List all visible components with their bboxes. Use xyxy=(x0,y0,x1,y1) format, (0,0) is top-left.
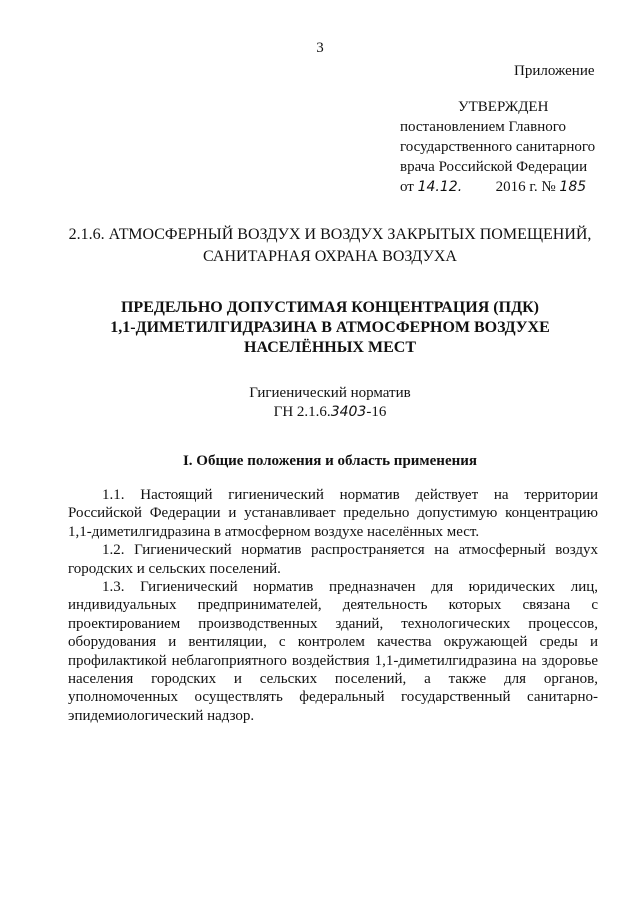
norm-code-handwritten: 3403 xyxy=(330,404,367,420)
appendix-label: Приложение xyxy=(514,63,595,79)
norm-block xyxy=(60,384,600,422)
paragraph-1-3: 1.3. Гигиенический норматив предназначен для юридических лиц, индивидуальных предпринимателей, деятельность которых связана с проектированием производственных зданий, технологических процессов, оборудования и вентиляции, с контролем качества окружающей среды и профилактикой неблагоприятного воздействия 1,1-диметилгидразина на здоровье населения городских и сельских поселений, а также для органов, уполномоченных осуществлять федеральный государственный санитарно-эпидемиологический надзор. xyxy=(68,579,598,724)
paragraph-1-2: 1.2. Гигиенический норматив распространяется на атмосферный воздух городских и сельских поселений. xyxy=(68,542,598,577)
norm-label: Гигиенический норматив xyxy=(249,385,411,401)
document-title-line-1: ПРЕДЕЛЬНО ДОПУСТИМАЯ КОНЦЕНТРАЦИЯ (ПДК) xyxy=(120,299,540,316)
section-title-line-2: САНИТАРНАЯ ОХРАНА ВОЗДУХА xyxy=(203,248,457,265)
document-title-line-2: 1,1-ДИМЕТИЛГИДРАЗИНА В АТМОСФЕРНОМ ВОЗДУХЕ xyxy=(110,319,550,336)
approval-title: УТВЕРЖДЕН xyxy=(458,99,549,115)
page-number: 3 xyxy=(316,40,324,56)
body-text xyxy=(68,486,598,725)
norm-code xyxy=(60,403,600,422)
paragraph-1-1: 1.1. Настоящий гигиенический норматив действует на территории Российской Федерации и устанавливает предельно допустимую концентрацию 1,1-диметилгидразина в атмосферном воздухе населённых мест. xyxy=(68,487,598,540)
approval-block xyxy=(400,97,610,197)
norm-code-suffix: -16 xyxy=(366,404,387,420)
approval-line-3: врача Российской Федерации xyxy=(400,159,588,175)
norm-code-prefix: ГН 2.1.6. xyxy=(273,404,331,420)
section-title xyxy=(60,224,600,268)
year-text: 2016 г. № xyxy=(495,179,556,195)
approval-date-line xyxy=(400,177,610,197)
handwritten-date: 14.12. xyxy=(417,179,463,195)
date-prefix: от xyxy=(400,179,414,195)
handwritten-number: 185 xyxy=(559,179,587,195)
section-title-line-1: 2.1.6. АТМОСФЕРНЫЙ ВОЗДУХ И ВОЗДУХ ЗАКРЫТЫХ ПОМЕЩЕНИЙ, xyxy=(68,226,592,243)
approval-line-2: государственного санитарного xyxy=(400,139,596,155)
document-title-line-3: НАСЕЛЁННЫХ МЕСТ xyxy=(244,339,416,356)
chapter-heading: I. Общие положения и область применения xyxy=(182,453,478,469)
document-title xyxy=(60,298,600,358)
approval-line-1: постановлением Главного xyxy=(400,119,567,135)
